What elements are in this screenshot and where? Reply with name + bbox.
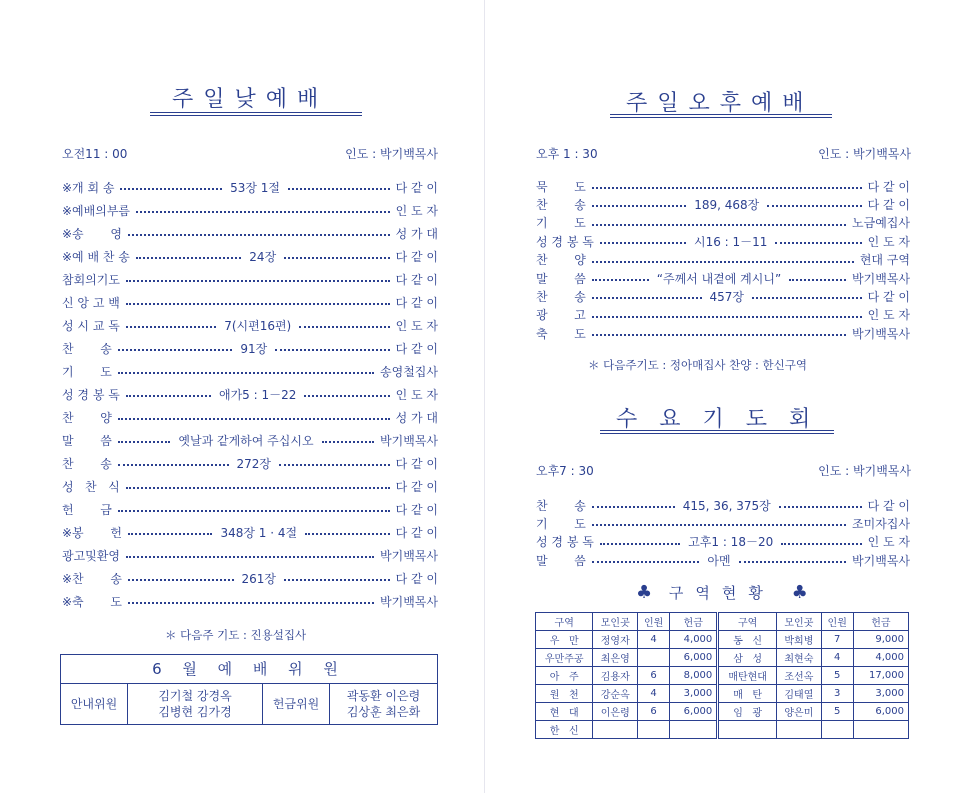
order-row <box>62 223 438 243</box>
dot-leader <box>304 395 389 397</box>
table-cell <box>593 721 638 739</box>
dot-leader <box>118 441 171 443</box>
order-item-person: 성 가 대 <box>395 410 438 425</box>
table-cell: 현 대 <box>536 703 593 721</box>
order-item-person: 다 같 이 <box>395 456 439 471</box>
order-item-name: 찬 송 <box>62 341 112 356</box>
dot-leader <box>592 279 649 281</box>
table-cell <box>638 721 670 739</box>
table-row <box>536 667 909 685</box>
table-cell: 7 <box>821 631 853 649</box>
table-cell: 5 <box>821 667 853 685</box>
dot-leader <box>118 464 229 466</box>
order-item-content: 91장 <box>240 341 268 356</box>
table-cell: 9,000 <box>853 631 908 649</box>
order-item-name: 묵 도 <box>536 179 586 194</box>
order-item-name: ※찬 송 <box>62 571 122 586</box>
order-row <box>536 231 910 251</box>
order-item-name: ※봉 헌 <box>62 525 122 540</box>
table-cell: 조선옥 <box>777 667 822 685</box>
order-item-person: 박기백목사 <box>852 553 911 568</box>
order-item-name: 찬 송 <box>536 498 586 513</box>
order-item-name: 말 씀 <box>536 553 586 568</box>
table-cell <box>718 721 777 739</box>
order-row <box>62 476 438 496</box>
order-item-person: 송영철집사 <box>380 364 438 379</box>
order-row <box>536 323 910 343</box>
left-page <box>0 0 480 793</box>
order-item-person: 조미자집사 <box>852 516 910 531</box>
table-cell: 강순옥 <box>593 685 638 703</box>
table-cell: 정영자 <box>593 631 638 649</box>
club-icon-right: ♣ <box>791 582 808 603</box>
order-row <box>62 384 438 404</box>
order-item-name: 성 경 봉 독 <box>536 234 594 249</box>
club-icon-left: ♣ <box>636 582 653 603</box>
order-item-content: 415, 36, 375장 <box>682 498 771 513</box>
order-item-person: 다 같 이 <box>395 272 438 287</box>
table-cell <box>853 721 908 739</box>
table-cell: 원 천 <box>536 685 593 703</box>
order-item-person: 다 같 이 <box>867 179 910 194</box>
district-header-cell: 인원 <box>821 613 853 631</box>
order-row <box>62 315 438 335</box>
order-item-name: 찬 송 <box>536 289 586 304</box>
afternoon-time: 오후 1 : 30 <box>536 147 598 161</box>
order-item-name: 기 도 <box>62 364 112 379</box>
page-fold <box>484 0 485 793</box>
order-row <box>536 268 910 288</box>
table-cell: 4,000 <box>853 649 908 667</box>
order-row <box>536 286 910 306</box>
usher-names-line-2: 김병현 김가경 <box>158 705 232 719</box>
order-item-content: 189, 468장 <box>694 197 760 212</box>
order-item-content: “주께서 내곁에 계시니” <box>656 271 782 286</box>
order-item-content: 348장 1 · 4절 <box>220 525 298 540</box>
table-cell: 김용자 <box>593 667 638 685</box>
table-cell <box>777 721 822 739</box>
morning-title-underline <box>150 112 362 116</box>
dot-leader <box>592 506 675 508</box>
order-item-name: 성 시 교 독 <box>62 318 120 333</box>
order-row <box>536 194 910 214</box>
order-item-person: 인 도 자 <box>395 387 438 402</box>
table-cell: 양은미 <box>777 703 822 721</box>
table-cell: 3,000 <box>670 685 718 703</box>
wednesday-title: 수요기도회 <box>616 407 833 432</box>
table-cell: 임 광 <box>718 703 777 721</box>
order-item-content: 고후1 : 18－20 <box>688 535 774 550</box>
order-item-name: 찬 양 <box>536 253 586 268</box>
dot-leader <box>118 418 390 420</box>
dot-leader <box>592 297 702 299</box>
table-cell: 4 <box>638 685 670 703</box>
dot-leader <box>118 510 390 512</box>
order-item-name: ※예배의부름 <box>62 203 131 218</box>
order-row <box>62 499 438 519</box>
dot-leader <box>739 561 846 563</box>
afternoon-leader: 인도 : 박기백목사 <box>818 147 911 161</box>
order-row <box>536 532 910 552</box>
table-cell: 김태열 <box>777 685 822 703</box>
table-cell: 3 <box>821 685 853 703</box>
order-row <box>62 200 438 220</box>
table-row <box>536 721 909 739</box>
order-item-person: 노금예집사 <box>852 216 910 231</box>
order-row <box>62 338 438 358</box>
order-item-name: ※축 도 <box>62 594 122 609</box>
order-item-name: 말 씀 <box>536 271 586 286</box>
order-item-content: 261장 <box>241 571 277 586</box>
table-cell: 매탄현대 <box>718 667 777 685</box>
order-item-content: 272장 <box>236 456 271 471</box>
order-item-person: 다 같 이 <box>867 197 911 212</box>
table-cell: 4,000 <box>670 631 718 649</box>
order-row <box>62 430 438 450</box>
dot-leader <box>592 261 854 263</box>
table-cell: 6,000 <box>670 703 718 721</box>
dot-leader <box>126 395 211 397</box>
dot-leader <box>128 602 374 604</box>
usher-label: 안내위원 <box>61 684 128 725</box>
order-item-content: 아멘 <box>707 553 731 568</box>
district-header-cell: 모인곳 <box>593 613 638 631</box>
morning-leader: 인도 : 박기백목사 <box>345 147 438 161</box>
order-item-person: 인 도 자 <box>395 318 439 333</box>
table-cell <box>670 721 718 739</box>
table-cell: 4 <box>821 649 853 667</box>
order-row <box>62 269 438 289</box>
offering-names <box>330 684 438 725</box>
order-row <box>536 176 910 196</box>
district-title-row <box>636 582 808 603</box>
order-item-person: 박기백목사 <box>380 433 439 448</box>
order-item-name: ※예 배 찬 송 <box>62 249 130 264</box>
dot-leader <box>128 234 390 236</box>
order-item-person: 다 같 이 <box>395 502 438 517</box>
afternoon-next-note: ＊ 다음주기도 : 정아매집사 찬양 : 한신구역 <box>588 358 807 372</box>
order-item-name: 찬 송 <box>62 456 112 471</box>
order-row <box>62 177 438 197</box>
order-item-person: 인 도 자 <box>867 308 910 323</box>
district-header-cell: 헌금 <box>853 613 908 631</box>
offering-label: 헌금위원 <box>263 684 330 725</box>
table-cell: 3,000 <box>853 685 908 703</box>
dot-leader <box>779 506 862 508</box>
table-cell: 8,000 <box>670 667 718 685</box>
dot-leader <box>284 579 390 581</box>
wednesday-time: 오후7 : 30 <box>536 464 594 478</box>
order-row <box>62 407 438 427</box>
order-item-name: 성 경 봉 독 <box>62 387 120 402</box>
dot-leader <box>592 224 846 226</box>
order-item-person: 다 같 이 <box>395 571 439 586</box>
dot-leader <box>279 464 390 466</box>
order-row <box>62 522 438 542</box>
order-item-name: 참회의기도 <box>62 272 120 287</box>
usher-names-line-1: 김기철 강경옥 <box>158 689 232 703</box>
wednesday-title-underline <box>600 430 834 434</box>
order-row <box>536 513 910 533</box>
district-header-cell: 헌금 <box>670 613 718 631</box>
dot-leader <box>126 556 374 558</box>
order-item-name: ※송 영 <box>62 226 122 241</box>
order-item-content: 457장 <box>709 289 744 304</box>
order-item-content: 옛날과 같게하여 주십시오 <box>178 433 314 448</box>
dot-leader <box>118 349 232 351</box>
order-item-name: 성 경 봉 독 <box>536 535 594 550</box>
order-item-name: 광고및환영 <box>62 548 120 563</box>
afternoon-title: 주일오후예배 <box>626 91 814 116</box>
order-item-person: 인 도 자 <box>867 234 911 249</box>
offering-names-line-2: 김상훈 최은화 <box>346 705 421 719</box>
order-row <box>62 361 438 381</box>
order-item-name: 기 도 <box>536 216 586 231</box>
dot-leader <box>299 326 389 328</box>
dot-leader <box>136 257 241 259</box>
dot-leader <box>775 242 861 244</box>
order-item-name: 축 도 <box>536 326 586 341</box>
table-cell: 이은령 <box>593 703 638 721</box>
dot-leader <box>118 372 374 374</box>
table-cell <box>821 721 853 739</box>
dot-leader <box>288 188 390 190</box>
order-item-person: 성 가 대 <box>395 226 438 241</box>
order-row <box>536 550 910 570</box>
dot-leader <box>592 316 862 318</box>
committee-table <box>60 654 438 725</box>
order-item-person: 다 같 이 <box>395 180 438 195</box>
order-item-content: 애가5 : 1－22 <box>219 387 297 402</box>
dot-leader <box>305 533 390 535</box>
order-item-name: 헌 금 <box>62 502 112 517</box>
table-cell: 동 신 <box>718 631 777 649</box>
order-item-content: 시16 : 1－11 <box>693 234 768 249</box>
order-row <box>536 250 910 270</box>
dot-leader <box>600 242 686 244</box>
order-item-content: 7(시편16편) <box>224 318 292 333</box>
dot-leader <box>592 524 846 526</box>
dot-leader <box>128 533 213 535</box>
table-cell: 최현숙 <box>777 649 822 667</box>
district-header-cell: 구역 <box>536 613 593 631</box>
table-row <box>536 703 909 721</box>
dot-leader <box>136 211 390 213</box>
table-row <box>536 685 909 703</box>
order-item-person: 다 같 이 <box>395 295 438 310</box>
order-item-person: 박기백목사 <box>380 594 438 609</box>
dot-leader <box>128 579 234 581</box>
order-row <box>62 568 438 588</box>
dot-leader <box>275 349 389 351</box>
district-header-cell: 모인곳 <box>777 613 822 631</box>
dot-leader <box>752 297 862 299</box>
order-item-person: 인 도 자 <box>867 535 910 550</box>
table-cell: 우 만 <box>536 631 593 649</box>
table-cell: 17,000 <box>853 667 908 685</box>
dot-leader <box>592 334 846 336</box>
dot-leader <box>592 205 686 207</box>
table-cell: 박희병 <box>777 631 822 649</box>
afternoon-title-underline <box>610 114 832 118</box>
order-row <box>536 495 910 515</box>
order-item-person: 다 같 이 <box>867 289 911 304</box>
committee-title: 6 월 예 배 위 원 <box>61 655 438 684</box>
offering-names-line-1: 곽동환 이은령 <box>346 689 421 703</box>
table-row <box>536 631 909 649</box>
dot-leader <box>767 205 861 207</box>
order-item-person: 박기백목사 <box>852 326 910 341</box>
table-cell: 아 주 <box>536 667 593 685</box>
dot-leader <box>120 188 222 190</box>
morning-title: 주일낮예배 <box>172 87 329 112</box>
dot-leader <box>322 441 375 443</box>
order-row <box>62 591 438 611</box>
dot-leader <box>592 187 862 189</box>
order-item-content: 53장 1절 <box>230 180 280 195</box>
district-header-cell: 구역 <box>718 613 777 631</box>
dot-leader <box>789 279 846 281</box>
order-item-name: ※개 회 송 <box>62 180 115 195</box>
table-cell: 최은영 <box>593 649 638 667</box>
dot-leader <box>600 543 680 545</box>
table-row <box>536 649 909 667</box>
order-item-person: 현대 구역 <box>859 253 910 268</box>
order-item-person: 인 도 자 <box>395 203 438 218</box>
table-cell: 6 <box>638 667 670 685</box>
district-header-cell: 인원 <box>638 613 670 631</box>
dot-leader <box>126 303 390 305</box>
district-title: 구역현황 <box>668 584 775 602</box>
dot-leader <box>126 280 390 282</box>
order-item-person: 다 같 이 <box>395 479 438 494</box>
morning-next-prayer: ＊ 다음주 기도 : 진용설집사 <box>165 628 307 642</box>
order-item-name: 신 앙 고 백 <box>62 295 120 310</box>
table-cell <box>638 649 670 667</box>
dot-leader <box>126 326 216 328</box>
table-cell: 6,000 <box>670 649 718 667</box>
morning-time: 오전11 : 00 <box>62 147 128 161</box>
table-cell: 5 <box>821 703 853 721</box>
order-item-name: 말 씀 <box>62 433 112 448</box>
dot-leader <box>592 561 699 563</box>
order-row <box>62 545 438 565</box>
order-item-name: 찬 송 <box>536 197 586 212</box>
usher-names <box>128 684 263 725</box>
order-item-person: 박기백목사 <box>380 548 438 563</box>
table-cell: 삼 성 <box>718 649 777 667</box>
order-item-name: 찬 양 <box>62 410 112 425</box>
order-row <box>536 213 910 233</box>
order-item-name: 성 찬 식 <box>62 479 120 494</box>
district-table <box>535 612 909 739</box>
order-item-person: 다 같 이 <box>395 525 439 540</box>
table-cell: 4 <box>638 631 670 649</box>
dot-leader <box>126 487 390 489</box>
table-cell: 한 신 <box>536 721 593 739</box>
table-cell: 6 <box>638 703 670 721</box>
order-item-person: 박기백목사 <box>852 271 911 286</box>
district-header-row <box>536 613 909 631</box>
table-cell: 우만주공 <box>536 649 593 667</box>
order-item-name: 광 고 <box>536 308 586 323</box>
wednesday-leader: 인도 : 박기백목사 <box>818 464 911 478</box>
order-item-name: 기 도 <box>536 516 586 531</box>
order-item-person: 다 같 이 <box>395 341 439 356</box>
order-row <box>62 292 438 312</box>
order-row <box>62 246 438 266</box>
order-item-content: 24장 <box>249 249 277 264</box>
order-row <box>62 453 438 473</box>
dot-leader <box>284 257 389 259</box>
order-item-person: 다 같 이 <box>867 498 911 513</box>
table-cell: 6,000 <box>853 703 908 721</box>
table-cell: 매 탄 <box>718 685 777 703</box>
dot-leader <box>781 543 861 545</box>
order-item-person: 다 같 이 <box>395 249 438 264</box>
order-row <box>536 305 910 325</box>
